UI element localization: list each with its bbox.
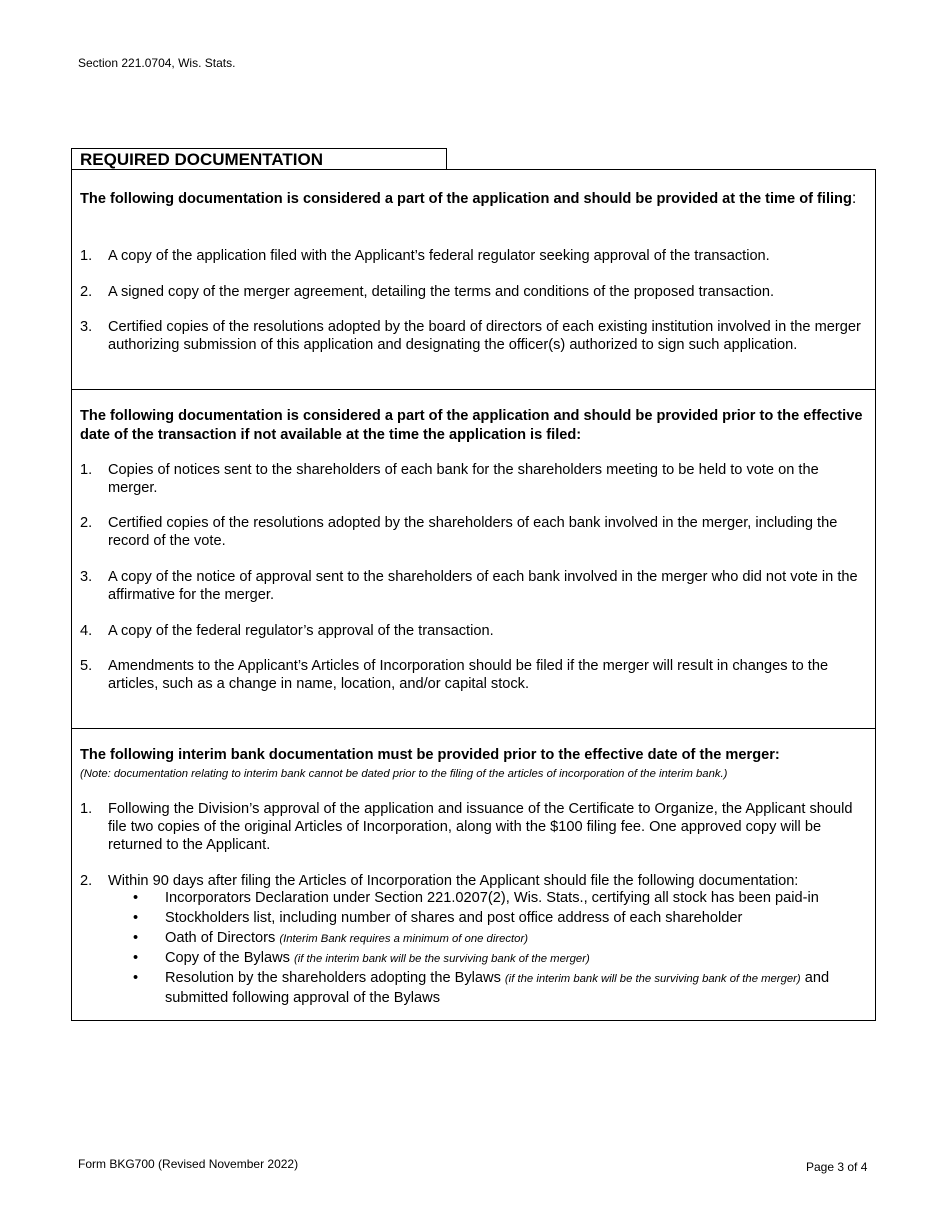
page-title: REQUIRED DOCUMENTATION [71,148,447,169]
section-divider [72,389,875,390]
item-text: A copy of the federal regulator’s approval of the transaction. [108,623,494,639]
bullet-icon: • [133,910,139,926]
bullet-note: (if the interim bank will be the surviving bank of the merger) [293,953,590,965]
section-reference: Section 221.0704, Wis. Stats. [78,56,236,70]
list-item [127,889,867,909]
item-text: A copy of the application filed with the Applicant’s federal regulator seeking approval of the transaction. [108,248,770,264]
list-item [127,949,867,969]
list-item [80,318,867,354]
item-number: 5. [80,658,93,674]
required-documents-list [127,889,867,1008]
bullet-icon: • [133,970,139,986]
section1-intro-colon: : [851,190,857,207]
item-text: Certified copies of the resolutions adopted by the board of directors of each existing institution involved in the merger authorizing submission of this application and designating the officer(s) authorized to sign such application. [108,319,861,353]
list-item [80,568,867,604]
item-number: 2. [80,873,93,889]
item-number: 1. [80,462,93,478]
bullet-text: Resolution by the shareholders adopting the Bylaws [165,970,505,986]
list-item [80,622,867,640]
bullet-icon: • [133,890,139,906]
item-number: 1. [80,801,93,817]
page-number: Page 3 of 4 [806,1160,868,1174]
section1-intro-text: The following documentation is considered a part of the application and should be provided at the time of filing [80,191,852,207]
item-number: 3. [80,319,93,335]
section1-intro [80,189,865,209]
section3-intro: The following interim bank documentation must be provided prior to the effective date of the merger: [80,747,780,763]
item-number: 2. [80,515,93,531]
item-text: Copies of notices sent to the shareholders of each bank for the shareholders meeting to be held to vote on the merger. [108,462,819,496]
item-number: 4. [80,623,93,639]
bullet-text-after: and submitted following approval of the Bylaws [165,970,830,1006]
list-item [80,657,867,693]
list-item [80,461,867,497]
item-number: 2. [80,284,93,300]
list-item [80,800,867,854]
item-number: 1. [80,248,93,264]
list-item [80,514,867,550]
list-item [80,247,867,265]
section2-intro: The following documentation is considered a part of the application and should be provided prior to the effective date of the transaction if not available at the time the application is filed: [80,408,863,443]
item-text: Following the Division’s approval of the application and issuance of the Certificate to Organize, the Applicant should file two copies of the original Articles of Incorporation, along with the $100 filing fee. One approved copy will be returned to the Applicant. [108,801,853,853]
item-text: A signed copy of the merger agreement, detailing the terms and conditions of the proposed transaction. [108,284,775,300]
list-item [80,872,867,890]
bullet-icon: • [133,950,139,966]
form-identifier: Form BKG700 (Revised November 2022) [78,1157,299,1171]
list-item [127,969,867,1008]
list-item [80,283,867,301]
bullet-note: (if the interim bank will be the surviving bank of the merger) [504,973,801,985]
item-text: Within 90 days after filing the Articles of Incorporation the Applicant should file the following documentation: [108,873,799,889]
item-number: 3. [80,569,93,585]
item-text: Certified copies of the resolutions adopted by the shareholders of each bank involved in the merger, including the record of the vote. [108,515,838,549]
item-text: Amendments to the Applicant’s Articles of Incorporation should be filed if the merger will result in changes to the articles, such as a change in name, location, and/or capital stock. [108,658,829,692]
bullet-note: (Interim Bank requires a minimum of one director) [279,933,528,945]
bullet-text: Stockholders list, including number of shares and post office address of each shareholder [165,910,743,926]
interim-bank-note: (Note: documentation relating to interim bank cannot be dated prior to the filing of the articles of incorporation of the interim bank.) [80,768,728,780]
bullet-text: Incorporators Declaration under Section 221.0207(2), Wis. Stats., certifying all stock has been paid-in [165,890,819,906]
bullet-text: Oath of Directors [165,930,280,946]
bullet-text: Copy of the Bylaws [165,950,294,966]
list-item [127,929,867,949]
list-item [127,909,867,929]
item-text: A copy of the notice of approval sent to the shareholders of each bank involved in the merger who did not vote in the affirmative for the merger. [108,569,858,603]
section-divider [72,728,875,729]
bullet-icon: • [133,930,139,946]
documentation-box [71,169,876,1021]
